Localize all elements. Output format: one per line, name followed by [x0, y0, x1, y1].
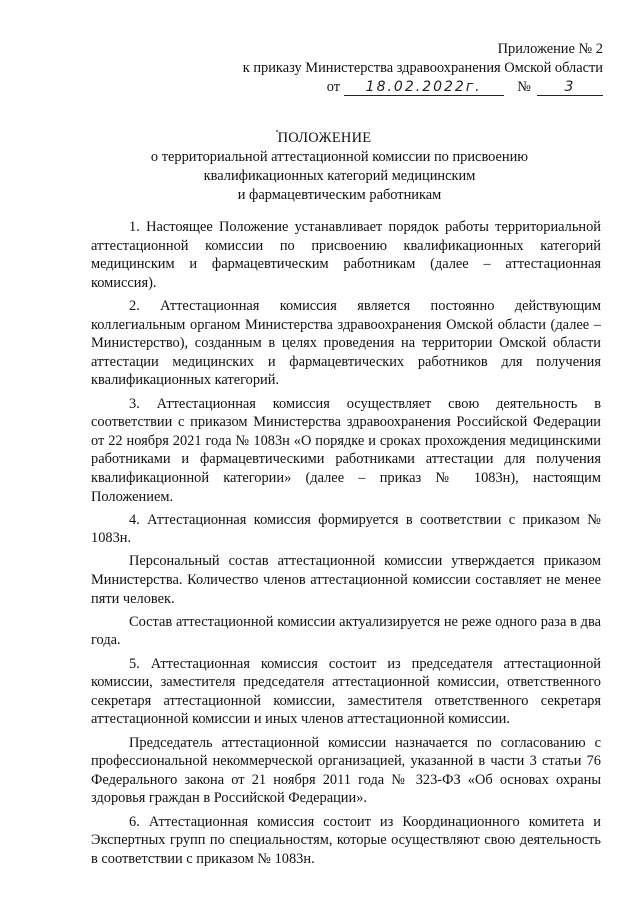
paragraph-2: 2. Аттестационная комиссия является постоянно действующим коллегиальным органом Министерства здравоохранения Омской области (далее – Министерство), созданным в целях проведения на территории Омской области аттестации медицинских и фармацевтических работников для получения квалификационных категорий. [91, 297, 601, 389]
order-reference: к приказу Министерства здравоохранения Омской области [242, 60, 603, 76]
paragraph-6: 6. Аттестационная комиссия состоит из Координационного комитета и Экспертных групп по специальностям, которые осуществляют свою деятельность в соответствии с приказом № 1083н. [91, 813, 601, 867]
document-body [91, 218, 601, 873]
title-line-1: о территориальной аттестационной комиссии по присвоению [150, 149, 529, 165]
appendix-label: Приложение № 2 [497, 41, 603, 57]
paragraph-5-chairman: Председатель аттестационной комиссии назначается по согласованию с профессиональной некоммерческой организацией, указанной в части 3 статьи 76 Федерального закона от 21 ноября 2011 года № 323-ФЗ «Об основах охраны здоровья граждан в Российской Федерации». [91, 734, 601, 807]
paragraph-5: 5. Аттестационная комиссия состоит из председателя аттестационной комиссии, заместителя председателя аттестационной комиссии, ответственного секретаря аттестационной комиссии, заместителя ответственного секретаря аттестационной комиссии и иных членов аттестационной комиссии. [91, 655, 601, 728]
order-date-handwritten: 18.02.2022г. [344, 79, 504, 96]
order-number-handwritten: 3 [537, 79, 603, 96]
title-line-3: и фармацевтическим работникам [237, 187, 442, 203]
paragraph-4-composition: Персональный состав аттестационной комиссии утверждается приказом Министерства. Количество членов аттестационной комиссии составляет не менее пяти человек. [91, 553, 601, 607]
paragraph-4: 4. Аттестационная комиссия формируется в соответствии с приказом № 1083н. [91, 511, 601, 547]
paragraph-4-update: Состав аттестационной комиссии актуализируется не реже одного раза в два года. [91, 613, 601, 649]
from-label: от [326, 79, 341, 95]
appendix-header [243, 40, 603, 97]
document-title [0, 129, 639, 205]
title-heading: ПОЛОЖЕНИЕ [277, 130, 372, 146]
paragraph-3: 3. Аттестационная комиссия осуществляет свою деятельность в соответствии с приказом Министерства здравоохранения Российской Федерации от 22 ноября 2021 года № 1083н «О порядке и сроках прохождения медицинскими работниками и фармацевтическими работниками аттестации для получения квалификационной категории» (далее – приказ № 1083н), настоящим Положением. [91, 395, 601, 505]
number-sign: № [517, 79, 531, 95]
order-date-line [243, 78, 603, 97]
paragraph-1: 1. Настоящее Положение устанавливает порядок работы территориальной аттестационной комиссии по присвоению квалификационных категорий медицинским и фармацевтическим работникам (далее – аттестационная комиссия). [91, 219, 601, 291]
title-line-2: квалификационных категорий медицинским [203, 168, 476, 184]
